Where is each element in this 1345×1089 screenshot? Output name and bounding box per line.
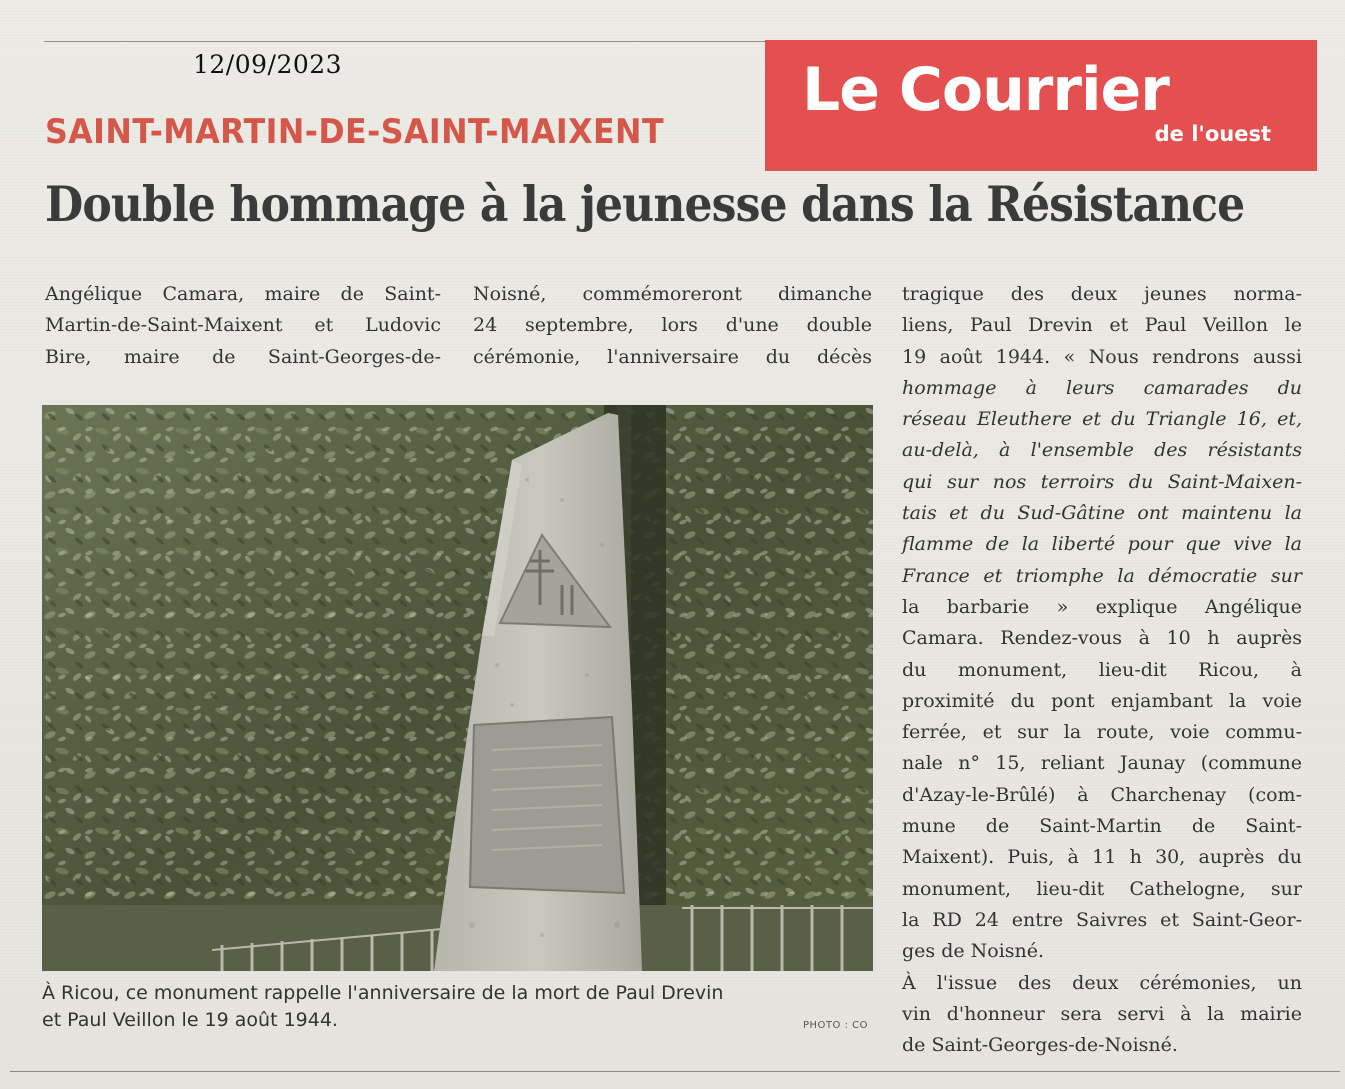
text-line: d'Azay-le-Brûlé) à Charchenay (com- [902, 783, 1302, 806]
newspaper-logo [765, 40, 1317, 171]
text-line: France et triomphe la démocratie sur [902, 564, 1302, 587]
article-column-1 [45, 279, 441, 373]
text-line: Camara. Rendez-vous à 10 h auprès [902, 627, 1302, 650]
text-line: 24 septembre, lors d'une double [473, 314, 872, 337]
article-column-3 [902, 279, 1302, 1061]
text-line: la RD 24 entre Saivres et Saint-Geor- [902, 908, 1302, 931]
text-line: 19 août 1944. « Nous rendrons aussi [902, 345, 1302, 368]
text-line: Maixent). Puis, à 11 h 30, auprès du [902, 846, 1302, 869]
location-kicker: SAINT-MARTIN-DE-SAINT-MAIXENT [45, 112, 665, 152]
monument-photo-illustration [42, 405, 873, 971]
clipping-date: 12/09/2023 [193, 50, 343, 79]
text-line: monument, lieu-dit Cathelogne, sur [902, 877, 1302, 900]
article-headline: Double hommage à la jeunesse dans la Résistance [45, 175, 1245, 233]
photo-credit: PHOTO : CO [803, 1020, 868, 1031]
text-line: au-delà, à l'ensemble des résistants [902, 439, 1302, 462]
text-line: flamme de la liberté pour que vive la [902, 533, 1302, 556]
caption-line: et Paul Veillon le 19 août 1944. [42, 1009, 338, 1031]
monument-photo [42, 405, 873, 971]
text-line: nale n° 15, reliant Jaunay (commune [902, 752, 1302, 775]
text-line: Noisné, commémoreront dimanche [473, 283, 872, 305]
text-line: mune de Saint-Martin de Saint- [902, 815, 1302, 838]
text-line: hommage à leurs camarades du [902, 376, 1302, 399]
text-line: liens, Paul Drevin et Paul Veillon le [902, 314, 1302, 337]
text-line: Martin-de-Saint-Maixent et Ludovic [45, 314, 441, 337]
text-line: la barbarie » explique Angélique [902, 595, 1302, 618]
logo-subtitle: de l'ouest [1154, 122, 1271, 146]
text-line: réseau Eleuthere et du Triangle 16, et, [902, 408, 1302, 431]
text-line: tragique des deux jeunes norma- [902, 283, 1302, 305]
bottom-rule [10, 1071, 1340, 1072]
text-line: cérémonie, l'anniversaire du décès [473, 345, 872, 368]
article-column-2 [473, 279, 872, 373]
text-line: vin d'honneur sera servi à la mairie [902, 1002, 1302, 1025]
photo-caption [42, 980, 852, 1034]
text-line: du monument, lieu-dit Ricou, à [902, 658, 1302, 681]
text-line: proximité du pont enjambant la voie [902, 689, 1302, 712]
text-line: Angélique Camara, maire de Saint- [45, 283, 441, 305]
text-line: qui sur nos terroirs du Saint-Maixen- [902, 470, 1302, 493]
text-line: tais et du Sud-Gâtine ont maintenu la [902, 502, 1302, 525]
text-line: À l'issue des deux cérémonies, un [902, 971, 1302, 994]
text-line: de Saint-Georges-de-Noisné. [902, 1034, 1178, 1057]
logo-title: Le Courrier [802, 55, 1169, 125]
text-line: Bire, maire de Saint-Georges-de- [45, 345, 441, 368]
text-line: ferrée, et sur la route, voie commu- [902, 721, 1302, 744]
caption-line: À Ricou, ce monument rappelle l'anniversaire de la mort de Paul Drevin [42, 982, 724, 1004]
text-line: ges de Noisné. [902, 940, 1045, 963]
